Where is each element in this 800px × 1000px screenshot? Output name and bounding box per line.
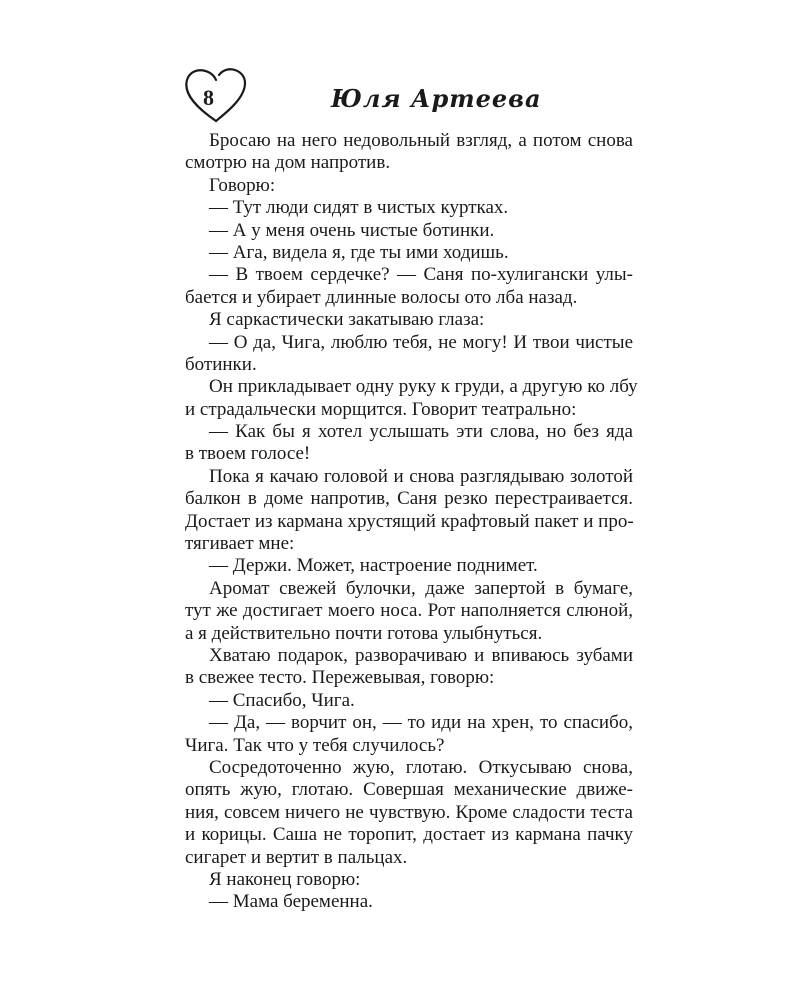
text-line: — В твоем сердечке? — Саня по-хулигански улы- [209, 264, 633, 286]
text-line: сигарет и вертит в пальцах. [185, 846, 408, 868]
text-line: — Мама беременна. [209, 891, 373, 913]
text-line: балкон в доме напротив, Саня резко перестраивается. [185, 488, 633, 510]
text-line: Пока я качаю головой и снова разглядываю золотой [209, 465, 633, 487]
text-line: — Как бы я хотел услышать эти слова, но без яда [209, 421, 633, 443]
page-number: 8 [203, 85, 214, 110]
text-line: — Держи. Может, настроение поднимет. [209, 555, 538, 577]
text-line: Аромат свежей булочки, даже запертой в бумаге, [209, 577, 633, 599]
author-name: Юля Артеева [331, 84, 542, 113]
text-line: Сосредоточенно жую, глотаю. Откусываю снова, [209, 756, 633, 778]
text-line: Я саркастически закатываю глаза: [209, 309, 485, 331]
text-line: Говорю: [209, 174, 276, 196]
text-line: и корицы. Саша не торопит, достает из кармана пачку [185, 824, 633, 846]
text-line: ния, совсем ничего не чувствую. Кроме сладости теста [185, 801, 633, 823]
text-line: — Тут люди сидят в чистых куртках. [209, 197, 509, 219]
text-line: Он прикладывает одну руку к груди, а другую ко лбу [209, 376, 638, 398]
text-line: в твоем голосе! [185, 443, 311, 465]
text-line: — А у меня очень чистые ботинки. [209, 219, 495, 241]
text-line: — Спасибо, Чига. [209, 689, 355, 711]
text-line: тут же достигает моего носа. Рот наполняется слюной, [185, 600, 633, 622]
heart-icon [183, 66, 249, 124]
text-line: тягивает мне: [185, 533, 295, 555]
text-line: Я наконец говорю: [209, 868, 361, 890]
text-line: бается и убирает длинные волосы ото лба назад. [185, 286, 578, 308]
body-text [185, 130, 638, 914]
page-header [183, 66, 643, 126]
text-line: ботинки. [185, 353, 257, 375]
text-line: опять жую, глотаю. Совершая механические движе- [185, 779, 633, 801]
text-line: а я действительно почти готова улыбнуться. [185, 622, 543, 644]
text-line: — Да, — ворчит он, — то иди на хрен, то спасибо, [209, 712, 633, 734]
text-line: в свежее тесто. Пережевывая, говорю: [185, 667, 495, 689]
text-line: Достает из кармана хрустящий крафтовый пакет и про- [185, 510, 634, 532]
text-line: — О да, Чига, люблю тебя, не могу! И твои чистые [209, 331, 633, 353]
text-line: и страдальчески морщится. Говорит театрально: [185, 398, 577, 420]
text-line: Хватаю подарок, разворачиваю и впиваюсь зубами [209, 644, 633, 666]
text-line: Чига. Так что у тебя случилось? [185, 734, 445, 756]
text-line: Бросаю на него недовольный взгляд, а потом снова [209, 130, 633, 151]
text-line: — Ага, видела я, где ты ими ходишь. [209, 241, 509, 263]
text-line: смотрю на дом напротив. [185, 152, 391, 174]
